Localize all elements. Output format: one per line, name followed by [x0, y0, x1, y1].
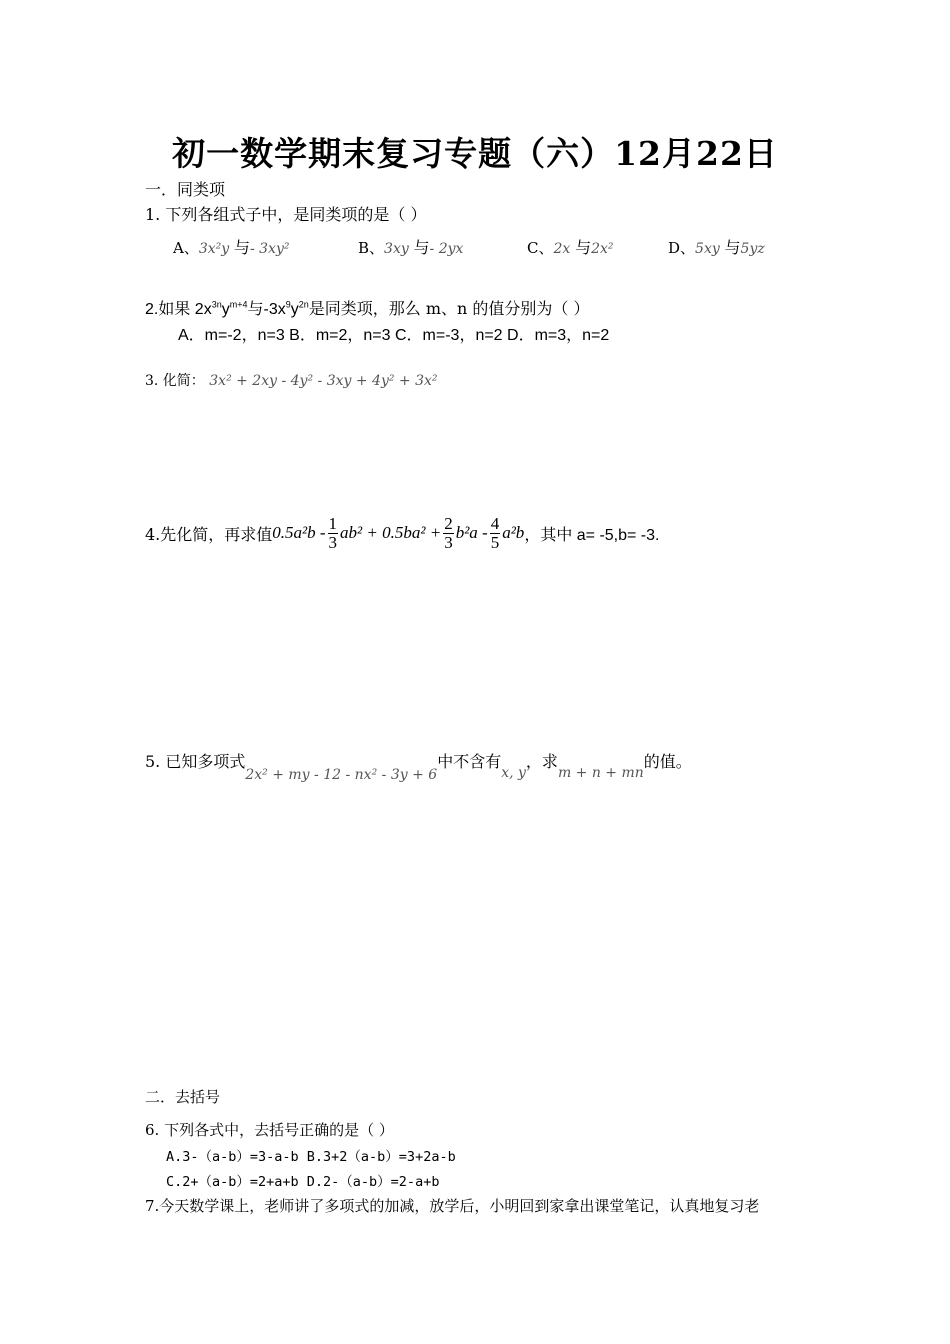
- question-5-tail: 的值。: [643, 752, 692, 771]
- question-3: [145, 370, 438, 390]
- fraction-four-fifths: [490, 515, 501, 552]
- question-5-mid: 中不含有: [437, 752, 502, 771]
- denominator: 3: [328, 532, 338, 552]
- question-4: [145, 508, 659, 558]
- numerator: 4: [490, 513, 500, 533]
- question-1-option-b: [358, 235, 463, 258]
- question-5-variables: x, y: [501, 765, 526, 781]
- question-2-options: A．m=-2，n=3 B．m=2，n=3 C．m=-3，n=2 D．m=3，n=2: [178, 327, 610, 344]
- section-heading-like-terms: 一．同类项: [145, 180, 226, 199]
- expression: 3xy: [384, 241, 409, 257]
- question-6-options-line-1: A.3-（a-b）=3-a-b B.3+2（a-b）=3+2a-b: [166, 1149, 456, 1165]
- question-3-label: 3. 化简：: [145, 373, 205, 389]
- connector: 与: [413, 238, 430, 257]
- option-label: C、: [527, 239, 554, 257]
- term: 0.5a²b -: [272, 523, 326, 542]
- option-label: B、: [358, 239, 385, 257]
- question-1-option-a: [173, 235, 289, 258]
- question-1-option-d: [668, 235, 765, 258]
- section-heading-remove-parentheses: 二．去括号: [145, 1088, 221, 1106]
- connector: 与: [233, 238, 250, 257]
- question-5-target-expression: m + n + mn: [557, 765, 644, 781]
- stem-part: 是同类项，那么 m、n 的值分别为（ ）: [308, 299, 590, 318]
- question-7-stem: 7.今天数学课上，老师讲了多项式的加减，放学后，小明回到家拿出课堂笔记，认真地复习老: [145, 1197, 760, 1215]
- exponent: 2n: [298, 299, 309, 310]
- expression: 2x: [553, 241, 571, 257]
- connector: 与: [575, 238, 592, 257]
- question-6-options-line-2: C.2+（a-b）=2+a+b D.2-（a-b）=2-a+b: [166, 1174, 440, 1190]
- question-4-tail: ，其中 a= -5,b= -3.: [524, 526, 660, 544]
- expression: - 2yx: [429, 241, 464, 257]
- expression: 5xy: [695, 241, 720, 257]
- denominator: 5: [490, 532, 500, 552]
- page-title: 初一数学期末复习专题（六）12月22日: [172, 134, 778, 173]
- option-label: D、: [668, 239, 696, 257]
- question-5-ask: ，求: [525, 752, 558, 771]
- expression: - 3xy²: [249, 241, 290, 257]
- question-2-stem: [145, 296, 590, 319]
- fraction-one-third: [328, 515, 339, 552]
- question-3-expression: 3x² + 2xy - 4y² - 3xy + 4y² + 3x²: [209, 373, 438, 389]
- question-5-label: 5. 已知多项式: [145, 752, 246, 771]
- term: a²b: [502, 523, 525, 542]
- exponent: 9: [285, 299, 291, 310]
- question-4-label: 4.先化简，再求值: [145, 524, 273, 544]
- fraction-two-thirds: [443, 515, 454, 552]
- option-label: A、: [173, 239, 199, 257]
- stem-part: 与-3x: [247, 301, 286, 318]
- stem-part: y: [290, 301, 299, 318]
- stem-part: y: [221, 301, 230, 318]
- question-6-stem: 6. 下列各式中，去括号正确的是（ ）: [145, 1121, 394, 1139]
- term: ab² + 0.5ba² +: [340, 523, 442, 542]
- numerator: 1: [328, 513, 338, 533]
- term: b²a -: [455, 523, 488, 542]
- numerator: 2: [444, 513, 453, 533]
- expression: 5yz: [740, 241, 765, 257]
- question-5: [145, 749, 692, 783]
- denominator: 3: [444, 532, 453, 552]
- expression: 2x²: [591, 241, 614, 257]
- connector: 与: [724, 238, 741, 257]
- question-1-option-c: [527, 235, 614, 258]
- expression: 3x²y: [198, 241, 230, 257]
- exponent: m+4: [229, 299, 248, 310]
- question-5-polynomial: 2x² + my - 12 - nx² - 3y + 6: [245, 767, 438, 783]
- stem-part: 2.如果 2x: [145, 301, 212, 318]
- question-1-stem: 1. 下列各组式子中，是同类项的是（ ）: [145, 205, 427, 224]
- exponent: 3n: [211, 299, 222, 310]
